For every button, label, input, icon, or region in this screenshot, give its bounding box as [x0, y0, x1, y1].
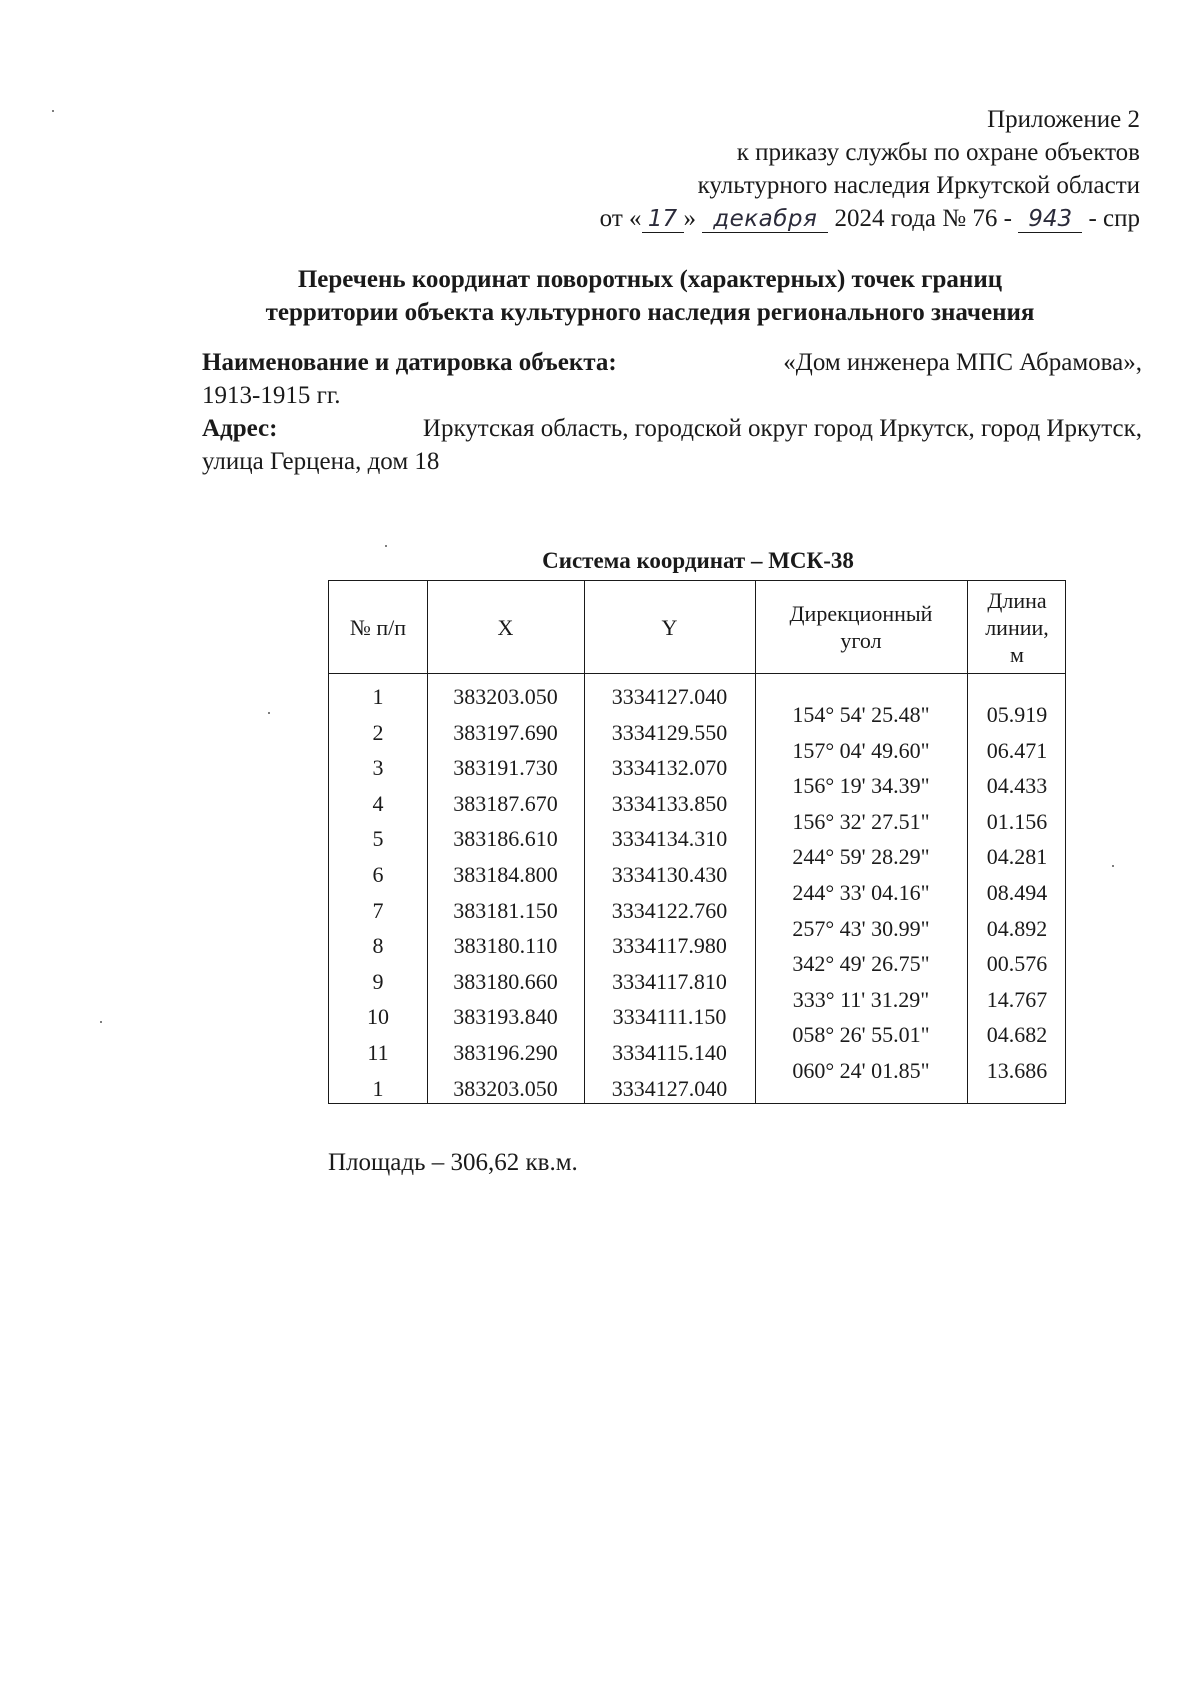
direction-angle-cell: 156° 19' 34.39": [792, 773, 930, 799]
x-coordinate-cell: 383180.660: [453, 968, 558, 994]
x-coordinate-cell: 383203.050: [453, 1075, 558, 1101]
object-name-value: «Дом инженера МПС Абрамова»,: [783, 349, 1142, 376]
title-line-2: территории объекта культурного наследия регионального значения: [265, 299, 1035, 326]
x-coordinate-cell: 383184.800: [453, 861, 558, 887]
y-coordinate-cell: 3334117.810: [612, 968, 727, 994]
scan-speck: [385, 545, 387, 547]
point-number-cell: 2: [372, 719, 384, 745]
object-dating: 1913-1915 гг.: [202, 382, 341, 409]
direction-angle-cell: 058° 26' 55.01": [792, 1022, 930, 1048]
direction-angle-cell: 257° 43' 30.99": [792, 915, 930, 941]
point-number-column: [329, 679, 427, 1106]
scan-speck: [268, 712, 270, 714]
x-coordinate-cell: 383180.110: [453, 933, 558, 959]
header-divider: [329, 673, 1065, 674]
date-year-text: 2024 года № 76 -: [834, 205, 1012, 232]
y-coordinate-cell: 3334117.980: [612, 933, 727, 959]
object-name-label: Наименование и датировка объекта:: [202, 349, 617, 376]
y-coordinate-cell: 3334127.040: [611, 1075, 728, 1101]
appendix-header: [440, 103, 1140, 235]
direction-angle-cell: 156° 32' 27.51": [792, 808, 930, 834]
header-x: X: [497, 614, 514, 640]
y-coordinate-cell: 3334130.430: [611, 861, 728, 887]
y-coordinate-column: [584, 679, 755, 1106]
line-length-cell: 01.156: [986, 808, 1048, 834]
point-number-cell: 6: [372, 861, 384, 887]
header-length-line-1: Длина: [987, 587, 1047, 613]
point-number-cell: 11: [367, 1039, 389, 1065]
address-row: [202, 412, 1142, 445]
area-total: Площадь – 306,62 кв.м.: [328, 1149, 578, 1176]
point-number-cell: 5: [372, 826, 384, 852]
point-number-cell: 3: [372, 755, 384, 781]
point-number-cell: 7: [372, 897, 384, 923]
line-length-cell: 05.919: [986, 702, 1048, 727]
handwritten-order-number: 943: [1018, 206, 1082, 233]
y-coordinate-cell: 3334133.850: [611, 790, 728, 816]
y-coordinate-cell: 3334134.310: [611, 826, 728, 852]
direction-angle-cell: 157° 04' 49.60": [792, 737, 930, 763]
x-coordinate-cell: 383181.150: [453, 897, 558, 923]
y-coordinate-cell: 3334111.150: [612, 1004, 727, 1030]
address-street: улица Герцена, дом 18: [202, 448, 440, 475]
scan-speck: [100, 1021, 102, 1023]
point-number-cell: 1: [372, 1075, 384, 1101]
header-angle-line-1: Дирекционный: [789, 601, 933, 626]
header-angle-line-2: угол: [840, 628, 882, 653]
x-coordinate-column: [427, 679, 584, 1106]
order-suffix: - спр: [1088, 205, 1140, 232]
y-coordinate-cell: 3334115.140: [612, 1039, 727, 1065]
line-length-cell: 06.471: [986, 737, 1048, 763]
appendix-order-ref: к приказу службы по охране объектов: [736, 139, 1140, 166]
appendix-title: Приложение 2: [987, 106, 1140, 133]
line-length-cell: 14.767: [986, 986, 1048, 1012]
coordinates-table: [328, 580, 1066, 1104]
x-coordinate-cell: 383203.050: [453, 684, 558, 709]
point-number-cell: 9: [372, 968, 384, 994]
y-coordinate-cell: 3334127.040: [611, 684, 728, 709]
x-coordinate-cell: 383186.610: [453, 826, 558, 852]
appendix-issuer: культурного наследия Иркутской области: [697, 172, 1140, 199]
line-length-cell: 08.494: [986, 879, 1048, 905]
direction-angle-cell: 060° 24' 01.85": [792, 1057, 930, 1083]
line-length-cell: 04.281: [986, 844, 1048, 870]
x-coordinate-cell: 383197.690: [453, 719, 558, 745]
point-number-cell: 4: [372, 790, 384, 816]
direction-angle-cell: 244° 33' 04.16": [792, 879, 930, 905]
line-length-cell: 04.682: [986, 1022, 1048, 1048]
y-coordinate-cell: 3334122.760: [611, 897, 728, 923]
address-label: Адрес:: [202, 415, 278, 442]
point-number-cell: 8: [372, 933, 384, 959]
scan-speck: [52, 110, 54, 112]
header-y: Y: [661, 614, 678, 640]
coordinate-system-caption: Система координат – МСК-38: [542, 548, 854, 573]
handwritten-day: 17: [642, 206, 684, 233]
handwritten-month: декабря: [702, 206, 828, 233]
point-number-cell: 1: [372, 684, 384, 709]
line-length-cell: 13.686: [986, 1057, 1048, 1083]
y-coordinate-cell: 3334132.070: [611, 755, 728, 781]
header-length-line-2: линии,: [985, 614, 1049, 640]
address-value: Иркутская область, городской округ город Иркутск, город Иркутск,: [422, 415, 1142, 442]
date-prefix: от «: [599, 205, 642, 232]
line-length-column: [967, 697, 1067, 1089]
y-coordinate-cell: 3334129.550: [611, 719, 728, 745]
title-line-1: Перечень координат поворотных (характерных) точек границ: [297, 266, 1003, 293]
direction-angle-cell: 244° 59' 28.29": [792, 844, 930, 870]
header-length: [967, 581, 1067, 673]
header-number: № п/п: [349, 614, 407, 640]
x-coordinate-cell: 383191.730: [453, 755, 558, 781]
header-length-line-3: м: [1010, 641, 1024, 667]
point-number-cell: 10: [367, 1004, 389, 1030]
line-length-cell: 04.433: [986, 773, 1048, 799]
direction-angle-cell: 333° 11' 31.29": [792, 986, 930, 1012]
x-coordinate-cell: 383196.290: [453, 1039, 558, 1065]
direction-angle-cell: 342° 49' 26.75": [792, 951, 930, 977]
object-description: [202, 346, 1142, 478]
object-name-row: [202, 346, 1142, 379]
direction-angle-column: [755, 697, 967, 1089]
direction-angle-cell: 154° 54' 25.48": [792, 702, 930, 727]
header-angle: [755, 581, 967, 673]
appendix-date-line: [440, 202, 1140, 235]
document-title: [150, 263, 1150, 329]
line-length-cell: 00.576: [986, 951, 1048, 977]
line-length-cell: 04.892: [986, 915, 1048, 941]
date-mid: »: [683, 205, 697, 232]
x-coordinate-cell: 383193.840: [453, 1004, 558, 1030]
scan-speck: [1112, 865, 1114, 867]
x-coordinate-cell: 383187.670: [453, 790, 558, 816]
